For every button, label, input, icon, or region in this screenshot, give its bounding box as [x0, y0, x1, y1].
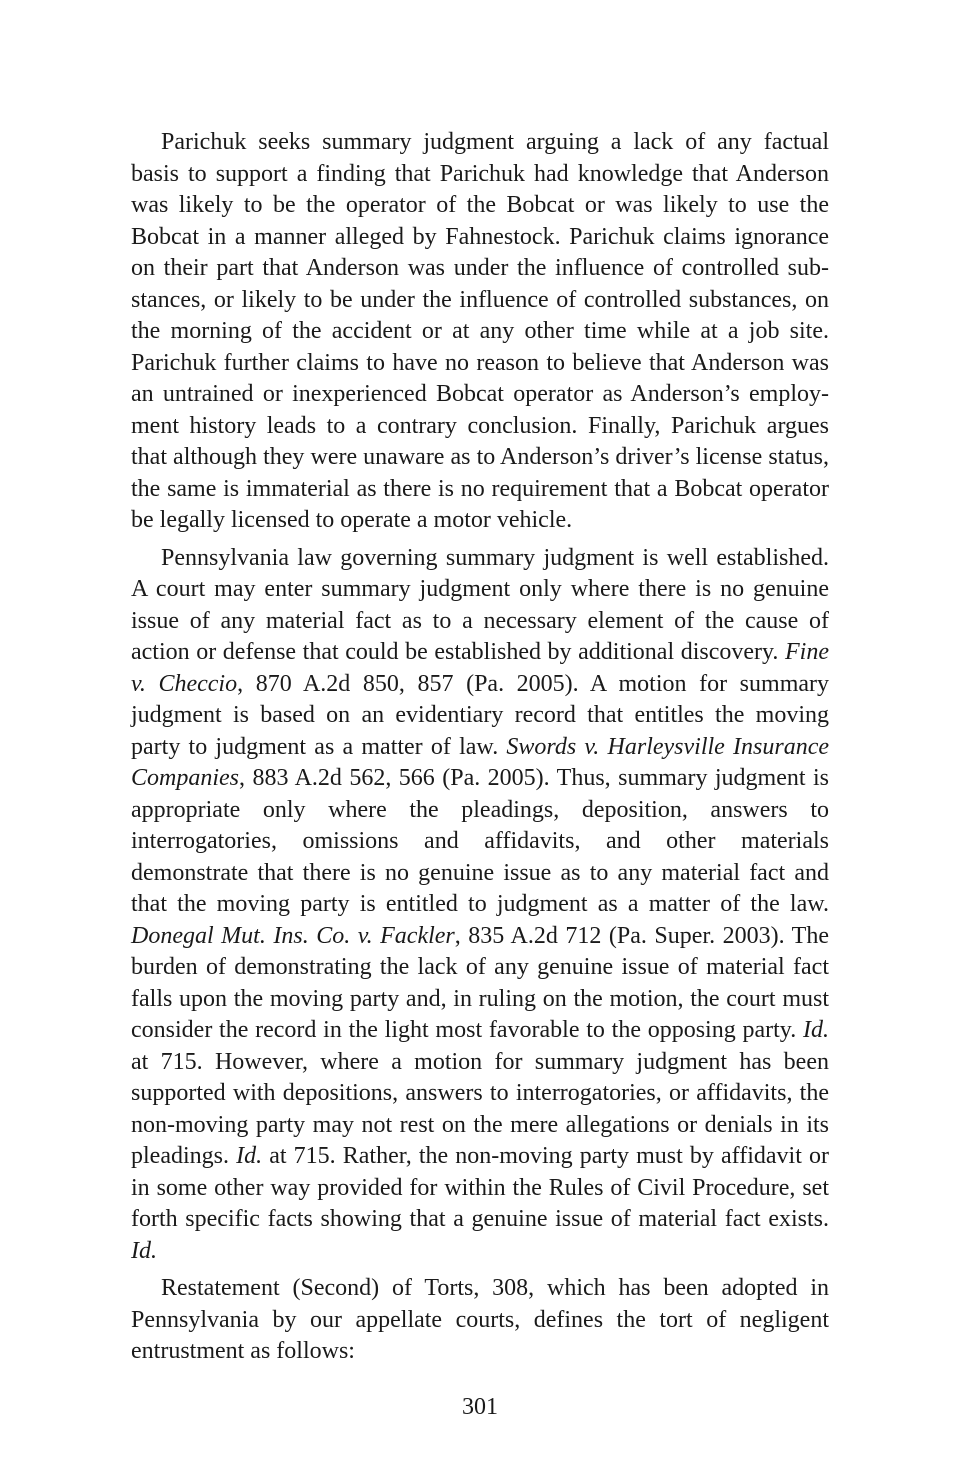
page-number: 301 — [462, 1394, 498, 1420]
citation-id-2: Id. — [236, 1143, 263, 1169]
citation-id-1: Id. — [803, 1017, 829, 1043]
paragraph-3 — [131, 1273, 829, 1368]
paragraph-2-text-4: , 835 A.2d 712 (Pa. Super. 2003). The burden of demonstrating the lack of any genuine issue of material fact falls upon the moving party and, in ruling on the motion, the court must consider the record in the light most favorable to the opposing party. — [131, 922, 829, 1043]
citation-id-3: Id. — [131, 1237, 157, 1264]
paragraph-2-text-1: Pennsylvania law governing summary judgment is well established. A court may enter summary judgment only where there is no genuine issue of any material fact as to a necessary element of the cause of action or defense that could be established by additional discovery. — [131, 544, 829, 665]
case-citation-donegal-v-fackler: Donegal Mut. Ins. Co. v. Fackler — [131, 922, 455, 949]
case-citation-fine-v-checcio: Fine v. Checcio — [131, 639, 829, 697]
paragraph-2-text-2: , 870 A.2d 850, 857 (Pa. 2005). A motion for summary judgment is based on an evidentiary record that entitles the moving party to judgment as a matter of law. — [131, 670, 830, 760]
paragraph-1-text: Parichuk seeks summary judgment arguing a lack of any factual basis to support a finding that Parichuk had knowledge that Anderson was likely to be the operator of the Bobcat or was likely to use the Bobcat in a manner alleged by Fahnestock. Parichuk claims ignorance on their part that Anderson was under the influence of controlled substances, or likely to be under the influence of controlled substances, on the morning of the accident or at any other time while at a job site. Parichuk further claims to have no reason to believe that Anderson was an untrained or inexperienced Bobcat operator as Anderson’s employment history leads to a contrary conclusion. Finally, Parichuk argues that although they were unaware as to Anderson’s driver’s license status, the same is immaterial as there is no requirement that a Bobcat operator be legally licensed to operate a motor vehicle. — [131, 129, 829, 533]
paragraph-2-text-6: at 715. Rather, the non-moving party must by affidavit or in some other way provided for within the Rules of Civil Procedure, set forth specific facts showing that a genuine issue of material fact exists. — [131, 1143, 829, 1232]
case-citation-swords-v-harleysville: Swords v. Harleysville Insurance Companies — [131, 733, 830, 791]
paragraph-1 — [131, 127, 829, 537]
paragraph-2-text-3: , 883 A.2d 562, 566 (Pa. 2005). Thus, summary judgment is appropriate only where the pleadings, deposition, answers to interrogatories, omissions and affidavits, and other materials demonstrate that there is no genuine issue as to any material fact and that the moving party is entitled to judgment as a matter of the law. — [131, 765, 829, 917]
paragraph-2-text-5: at 715. However, where a motion for summary judgment has been supported with depositions, answers to interrogatories, or affidavits, the non-moving party may not rest on the mere allegations or denials in its pleadings. — [131, 1048, 829, 1169]
paragraph-3-text: Restatement (Second) of Torts, 308, which has been adopted in Pennsylvania by our appellate courts, defines the tort of negligent entrustment as follows: — [131, 1275, 829, 1364]
paragraph-2 — [131, 543, 829, 1268]
document-body — [131, 127, 829, 1374]
